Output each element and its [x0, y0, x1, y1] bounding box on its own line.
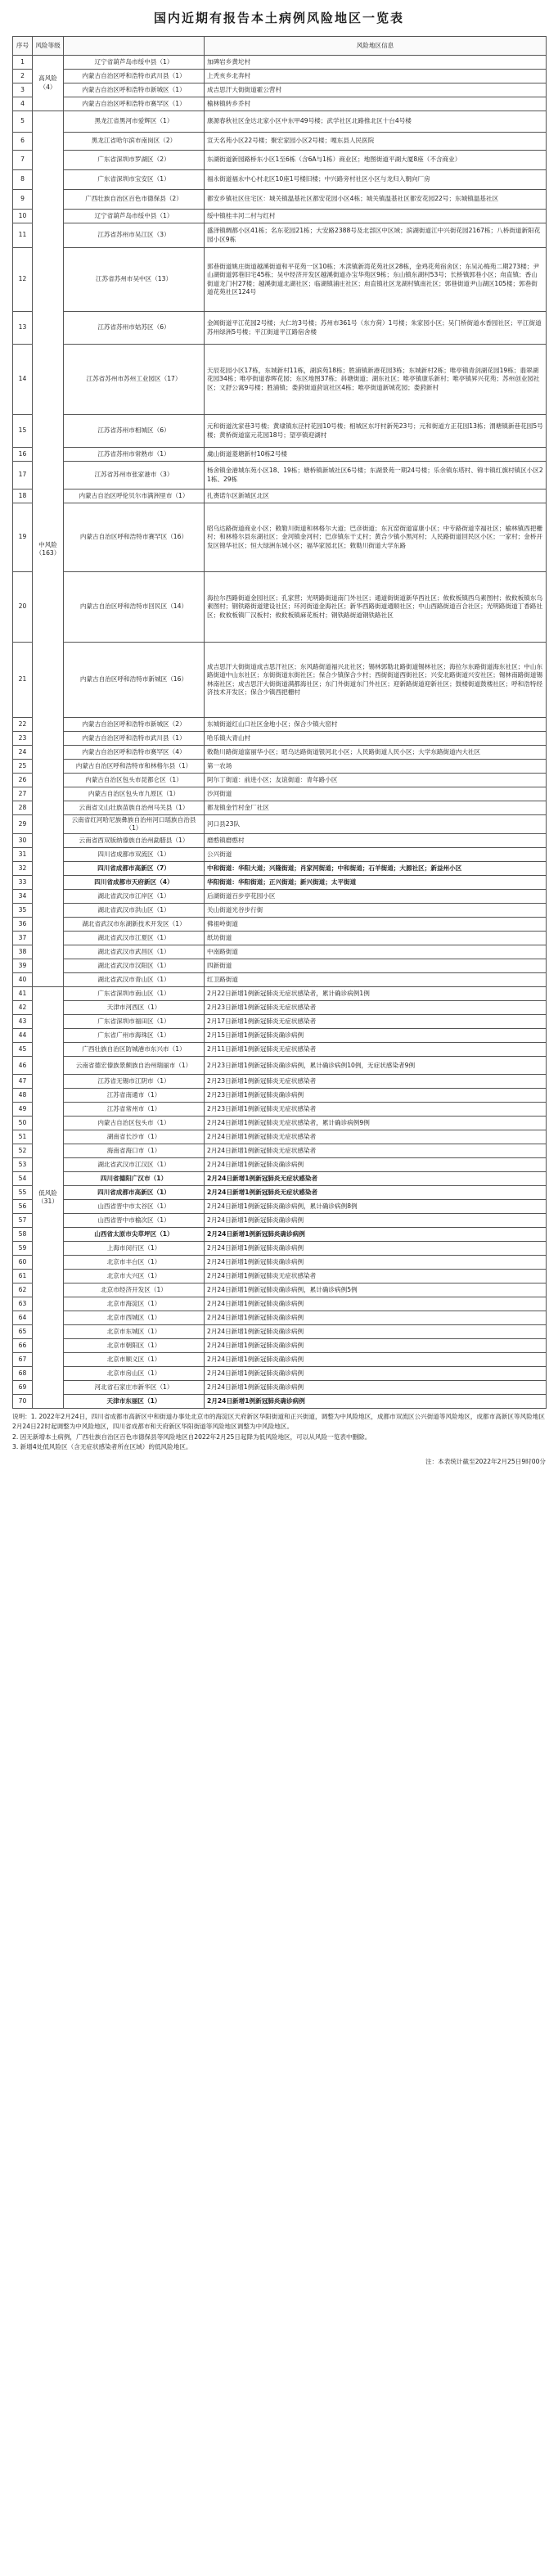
row-number: 50 — [13, 1117, 33, 1130]
row-number: 23 — [13, 732, 33, 746]
row-number: 36 — [13, 918, 33, 932]
row-region: 湖南省长沙市（1） — [64, 1130, 205, 1144]
row-number: 39 — [13, 959, 33, 973]
row-region: 江苏省常州市（1） — [64, 1103, 205, 1117]
table-row — [13, 248, 547, 312]
row-region: 广东省广州市海珠区（1） — [64, 1029, 205, 1043]
table-row — [13, 170, 547, 190]
table-row — [13, 890, 547, 904]
row-region: 内蒙古自治区呼和浩特市新城区（1） — [64, 83, 205, 97]
row-number: 10 — [13, 210, 33, 223]
table-row — [13, 1089, 547, 1103]
row-number: 7 — [13, 151, 33, 170]
row-region: 北京市顺义区（1） — [64, 1353, 205, 1367]
row-info: 2月17日新增1例新冠肺炎无症状感染者 — [205, 1015, 547, 1029]
row-info: 康源春秋社区金达北家小区中东甲49号楼；武学社区北路推北区十台4号楼 — [205, 111, 547, 133]
row-number: 16 — [13, 448, 33, 462]
table-row — [13, 718, 547, 732]
table-row — [13, 1130, 547, 1144]
table-row — [13, 959, 547, 973]
header-level: 风险等级 — [33, 37, 64, 56]
row-info: 宣天名苑小区22号楼；聚宏家园小区2号楼；嘎东县人民医院 — [205, 133, 547, 151]
row-region: 湖北省武汉市洪山区（1） — [64, 904, 205, 918]
table-row — [13, 133, 547, 151]
table-row — [13, 643, 547, 718]
row-info: 阿尔丁街道：前进小区；友谊街道：青年路小区 — [205, 774, 547, 787]
table-row — [13, 848, 547, 862]
row-info: 2月24日新增1例新冠肺炎无症状感染者 — [205, 1270, 547, 1283]
row-number: 20 — [13, 572, 33, 643]
row-number: 49 — [13, 1103, 33, 1117]
row-number: 59 — [13, 1242, 33, 1256]
row-number: 40 — [13, 973, 33, 987]
row-info: 2月24日新增1例新冠肺炎确诊病例 — [205, 1256, 547, 1270]
row-region: 河北省石家庄市新华区（1） — [64, 1381, 205, 1395]
row-region: 江苏省苏州市吴江区（3） — [64, 223, 205, 248]
note-2: 2. 因无新增本土病例，广西壮族自治区百色市德保县等风险地区自2022年2月25日起降为低风险地区，可以从风险一览表中删除。 — [12, 1432, 371, 1441]
row-number: 31 — [13, 848, 33, 862]
row-number: 25 — [13, 760, 33, 774]
table-row — [13, 97, 547, 111]
table-row — [13, 834, 547, 848]
header-region — [64, 37, 205, 56]
row-info: 昭乌达路街道商业小区；敕勒川街道和林格尔大道；巴彦街道；东瓦窑街道富康小区；中专路街道幸福社区；榆林镇西把栅村；和林格尔县东湖社区；金河镇金河村；巴彦镇东干丈村；黄合少镇小黑河村；人民路街道回民区小区；一家村；金桥开发区锦华社区；恒大绿洲东城小区；福华家园北区；敕勒川街道大学东路 — [205, 503, 547, 572]
row-number: 8 — [13, 170, 33, 190]
row-number: 1 — [13, 56, 33, 70]
row-number: 52 — [13, 1144, 33, 1158]
row-region: 内蒙古自治区呼和浩特市新城区（16） — [64, 643, 205, 718]
row-info: 磨憨镇磨憨村 — [205, 834, 547, 848]
table-row — [13, 973, 547, 987]
row-region: 天津市河西区（1） — [64, 1001, 205, 1015]
row-region: 北京市西城区（1） — [64, 1311, 205, 1325]
row-number: 12 — [13, 248, 33, 312]
table-row — [13, 1353, 547, 1367]
row-number: 5 — [13, 111, 33, 133]
row-region: 内蒙古自治区呼和浩特市赛罕区（1） — [64, 97, 205, 111]
row-info: 2月23日新增1例新冠肺炎确诊病例，累计确诊病例10例，无症状感染者9例 — [205, 1057, 547, 1075]
table-row — [13, 415, 547, 448]
row-region: 四川省德阳广汉市（1） — [64, 1172, 205, 1186]
row-info: 2月24日新增1例新冠肺炎确诊病例 — [205, 1353, 547, 1367]
row-region: 辽宁省葫芦岛市绥中县（1） — [64, 56, 205, 70]
table-row — [13, 489, 547, 503]
row-info: 敕勒川路街道富丽华小区；昭乌达路街道银河北小区；人民路街道人民小区；大学东路街道内大社区 — [205, 746, 547, 760]
table-row — [13, 1297, 547, 1311]
row-region: 黑龙江省黑河市爱辉区（1） — [64, 111, 205, 133]
row-region: 江苏省苏州市常熟市（1） — [64, 448, 205, 462]
table-row — [13, 1029, 547, 1043]
row-region: 内蒙古自治区呼和浩特市和林格尔县（1） — [64, 760, 205, 774]
table-row — [13, 503, 547, 572]
row-number: 41 — [13, 987, 33, 1001]
table-row — [13, 223, 547, 248]
row-number: 65 — [13, 1325, 33, 1339]
row-number: 6 — [13, 133, 33, 151]
table-row — [13, 862, 547, 876]
row-number: 17 — [13, 462, 33, 489]
risk-area-table — [12, 36, 547, 1409]
row-info: 四新街道 — [205, 959, 547, 973]
row-number: 64 — [13, 1311, 33, 1325]
row-region: 广东省深圳市罗湖区（2） — [64, 151, 205, 170]
row-region: 江苏省苏州市张家港市（3） — [64, 462, 205, 489]
row-region: 江苏省苏州市相城区（6） — [64, 415, 205, 448]
row-region: 内蒙古自治区呼和浩特市回民区（14） — [64, 572, 205, 643]
row-number: 18 — [13, 489, 33, 503]
row-info: 成吉思汗大街街道霍公营村 — [205, 83, 547, 97]
row-number: 47 — [13, 1075, 33, 1089]
row-region: 广西壮族自治区防城港市东兴市（1） — [64, 1043, 205, 1057]
table-row — [13, 1043, 547, 1057]
risk-level-low: 低风险（31） — [33, 987, 64, 1409]
table-row — [13, 1367, 547, 1381]
row-region: 湖北省武汉市江汉区（1） — [64, 1158, 205, 1172]
row-region: 湖北省武汉市武昌区（1） — [64, 945, 205, 959]
table-row — [13, 56, 547, 70]
table-row — [13, 904, 547, 918]
table-row — [13, 1339, 547, 1353]
table-row — [13, 1325, 547, 1339]
row-region: 江苏省南通市（1） — [64, 1089, 205, 1103]
row-info: 杨舍镇金港城东苑小区18、19栋；塘桥镇新城社区6号楼；东湖景苑一期24号楼；乐余镇东塔村、锦丰镇红旗村镇区小区21栋、29栋 — [205, 462, 547, 489]
row-info: 2月24日新增1例新冠肺炎确诊病例 — [205, 1325, 547, 1339]
row-region: 江苏省苏州市吴中区（13） — [64, 248, 205, 312]
row-info: 加碑岩乡黄坨村 — [205, 56, 547, 70]
row-number: 43 — [13, 1015, 33, 1029]
table-row — [13, 1015, 547, 1029]
row-number: 68 — [13, 1367, 33, 1381]
row-info: 2月24日新增1例新冠肺炎确诊病例 — [205, 1395, 547, 1409]
row-info: 盛泽镇绸都小区41栋；名东花园21栋；大安路2388号及北部区中区域；滨湖街道江中兴街花园2167栋；八桥街道新阳花园小区9栋 — [205, 223, 547, 248]
row-info: 虞山街道菱塘新村10栋2号楼 — [205, 448, 547, 462]
row-region: 云南省红河哈尼族彝族自治州河口瑶族自治县（1） — [64, 815, 205, 834]
row-number: 42 — [13, 1001, 33, 1015]
row-info: 后湖街道百步亭花园小区 — [205, 890, 547, 904]
row-info: 中南路街道 — [205, 945, 547, 959]
row-info: 华阳街道：华阳街道；正兴街道；新兴街道；太平街道 — [205, 876, 547, 890]
row-info: 2月23日新增1例新冠肺炎无症状感染者 — [205, 1075, 547, 1089]
row-info: 都龙镇金竹村金厂社区 — [205, 801, 547, 815]
row-region: 北京市丰台区（1） — [64, 1256, 205, 1270]
row-number: 24 — [13, 746, 33, 760]
table-row — [13, 1186, 547, 1200]
row-number: 63 — [13, 1297, 33, 1311]
row-info: 公兴街道 — [205, 848, 547, 862]
row-number: 55 — [13, 1186, 33, 1200]
row-region: 湖北省武汉市江岸区（1） — [64, 890, 205, 904]
row-info: 东城街道红山口社区金地小区；保合少镇大窑村 — [205, 718, 547, 732]
row-info: 2月24日新增1例新冠肺炎确诊病例，累计确诊病例5例 — [205, 1283, 547, 1297]
row-info: 榆林镇转乡乔村 — [205, 97, 547, 111]
row-number: 14 — [13, 345, 33, 415]
table-row — [13, 1270, 547, 1283]
row-number: 26 — [13, 774, 33, 787]
row-info: 东湖街道新园路桥东小区1至6栋（含6A与1栋）商业区；地图街道平湖大厦8座（不含商业） — [205, 151, 547, 170]
row-info: 都安乡镇社区住宅区：城关镇温基社区都安花园小区4栋；城关镇温基社区都安花园22号；东城镇温基社区 — [205, 190, 547, 210]
table-row — [13, 1057, 547, 1075]
table-row — [13, 1381, 547, 1395]
row-region: 内蒙古自治区呼伦贝尔市满洲里市（1） — [64, 489, 205, 503]
row-region: 内蒙古自治区包头市昆都仑区（1） — [64, 774, 205, 787]
row-number: 37 — [13, 932, 33, 945]
row-region: 上海市闵行区（1） — [64, 1242, 205, 1256]
header-info: 风险地区信息 — [205, 37, 547, 56]
row-region: 湖北省武汉市青山区（1） — [64, 973, 205, 987]
row-region: 山西省晋中市太谷区（1） — [64, 1200, 205, 1214]
row-info: 2月24日新增1例新冠肺炎确诊病例 — [205, 1214, 547, 1228]
row-info: 2月23日新增1例新冠肺炎无症状感染者 — [205, 1001, 547, 1015]
row-number: 44 — [13, 1029, 33, 1043]
row-region: 内蒙古自治区呼和浩特市赛罕区（4） — [64, 746, 205, 760]
row-number: 19 — [13, 503, 33, 572]
row-info: 红卫路街道 — [205, 973, 547, 987]
row-info: 2月24日新增1例新冠肺炎确诊病例 — [205, 1158, 547, 1172]
row-info: 哈乐镇大青山村 — [205, 732, 547, 746]
header-no: 序号 — [13, 37, 33, 56]
table-row — [13, 1117, 547, 1130]
table-row — [13, 732, 547, 746]
row-info: 2月24日新增1例新冠肺炎无症状感染者 — [205, 1130, 547, 1144]
row-region: 北京市海淀区（1） — [64, 1297, 205, 1311]
row-number: 62 — [13, 1283, 33, 1297]
row-region: 湖北省武汉市江夏区（1） — [64, 932, 205, 945]
row-region: 广东省深圳市福田区（1） — [64, 1015, 205, 1029]
table-row — [13, 572, 547, 643]
row-info: 2月24日新增1例新冠肺炎确诊病例 — [205, 1339, 547, 1353]
table-row — [13, 1395, 547, 1409]
row-region: 北京市大兴区（1） — [64, 1270, 205, 1283]
row-number: 69 — [13, 1381, 33, 1395]
row-number: 46 — [13, 1057, 33, 1075]
table-row — [13, 1283, 547, 1297]
row-info: 元和街道沈家巷3号楼；黄埭镇东泾村花园10号楼；相城区东圩村新苑23号；元和街道方正花园13栋；渭塘镇新巷花园5号楼；黄桥街道富元花园18号；望亭镇迎湖村 — [205, 415, 547, 448]
row-number: 9 — [13, 190, 33, 210]
table-row — [13, 932, 547, 945]
row-region: 广东省深圳市宝安区（1） — [64, 170, 205, 190]
row-number: 11 — [13, 223, 33, 248]
row-info: 2月24日新增1例新冠肺炎确诊病例 — [205, 1228, 547, 1242]
table-row — [13, 1256, 547, 1270]
table-row — [13, 1001, 547, 1015]
table-row — [13, 151, 547, 170]
row-info: 2月24日新增1例新冠肺炎无症状感染者 — [205, 1172, 547, 1186]
row-info: 福永街道福永中心村北区10座1号楼旧楼；中兴路旁村社区小区与龙归入朝向厂房 — [205, 170, 547, 190]
notes — [12, 1412, 546, 1452]
row-region: 云南省文山壮族苗族自治州马关县（1） — [64, 801, 205, 815]
table-row — [13, 190, 547, 210]
table-row — [13, 1075, 547, 1089]
row-number: 2 — [13, 70, 33, 83]
row-region: 山西省晋中市榆次区（1） — [64, 1214, 205, 1228]
risk-level-high: 高风险（4） — [33, 56, 64, 111]
row-region: 广东省深圳市南山区（1） — [64, 987, 205, 1001]
risk-level-mid: 中风险（163） — [33, 111, 64, 987]
row-info: 2月23日新增1例新冠肺炎确诊病例 — [205, 1089, 547, 1103]
row-region: 内蒙古自治区呼和浩特市武川县（1） — [64, 732, 205, 746]
table-row — [13, 815, 547, 834]
table-header-row — [13, 37, 547, 56]
row-info: 纸坊街道 — [205, 932, 547, 945]
row-info: 第一农场 — [205, 760, 547, 774]
row-info: 中和街道：华阳大道；兴隆街道；肖家河街道；中和街道；石羊街道；大源社区；新益州小区 — [205, 862, 547, 876]
row-number: 56 — [13, 1200, 33, 1214]
table-row — [13, 462, 547, 489]
row-number: 22 — [13, 718, 33, 732]
row-number: 35 — [13, 904, 33, 918]
table-row — [13, 801, 547, 815]
row-number: 3 — [13, 83, 33, 97]
row-number: 30 — [13, 834, 33, 848]
row-region: 内蒙古自治区呼和浩特市赛罕区（16） — [64, 503, 205, 572]
note-1: 说明：1. 2022年2月24日，四川省成都市高新区中和街道办事处北京市的海淀区天府新区华阳街道和正兴街道，调整为中风险地区，成都市双流区公兴街道等风险地区，成都市高新区等风险地区2月24日22时起调整为中风险地区，四川省成都市和天府新区华阳街道等风险地区调整为中风险地区。 — [12, 1413, 545, 1430]
row-region: 黑龙江省哈尔滨市南岗区（2） — [64, 133, 205, 151]
row-region: 云南省德宏傣族景颇族自治州瑞丽市（1） — [64, 1057, 205, 1075]
row-region: 广西壮族自治区百色市德保县（2） — [64, 190, 205, 210]
row-info: 2月24日新增1例新冠肺炎确诊病例 — [205, 1297, 547, 1311]
row-region: 辽宁省葫芦岛市绥中县（1） — [64, 210, 205, 223]
row-info: 金阊街道平江花园2号楼；大仁坊3号楼；苏州市361号（东方荷）1号楼；朱家园小区；吴门桥街道水香园社区；平江街道苏州绿洲5号楼；平江街道平江路宿舍楼 — [205, 312, 547, 345]
row-info: 郭巷街道姚庄街道越溪街道和平花苑一区10栋；木渎镇新湾花苑社区28栋，金鸡花苑宿舍区；东吴沁梅苑二期273楼；尹山湖街道郭巷旧宅45栋；吴中经济开发区越溪街道办宝华苑区9栋；东山镇东湖村53号；长桥镇郭巷小区；甪直镇；香山街道龙门村27楼；越溪街道北湖社区；临湖镇浦庄社区；甪直镇社区龙湖村镇南社区；郭巷街道尹山湖区105楼；郭巷街道花苑社区124号 — [205, 248, 547, 312]
row-number: 61 — [13, 1270, 33, 1283]
row-info: 2月24日新增1例新冠肺炎无症状感染者 — [205, 1144, 547, 1158]
table-row — [13, 1242, 547, 1256]
table-row — [13, 1214, 547, 1228]
table-row — [13, 987, 547, 1001]
row-info: 2月24日新增1例新冠肺炎确诊病例 — [205, 1242, 547, 1256]
row-info: 沙河街道 — [205, 787, 547, 801]
row-region: 北京市经济开发区（1） — [64, 1283, 205, 1297]
row-info: 2月11日新增1例新冠肺炎无症状感染者 — [205, 1043, 547, 1057]
row-region: 四川省成都市高新区（7） — [64, 862, 205, 876]
footer-note: 注：本表统计截至2022年2月25日9时00分 — [425, 1458, 546, 1466]
row-region: 北京市朝阳区（1） — [64, 1339, 205, 1353]
row-region: 内蒙古自治区包头市（1） — [64, 1117, 205, 1130]
row-number: 66 — [13, 1339, 33, 1353]
row-region: 湖北省武汉市东湖新技术开发区（1） — [64, 918, 205, 932]
table-row — [13, 760, 547, 774]
table-row — [13, 746, 547, 760]
row-region: 江苏省无锡市江阴市（1） — [64, 1075, 205, 1089]
row-number: 57 — [13, 1214, 33, 1228]
row-region: 海南省海口市（1） — [64, 1144, 205, 1158]
row-number: 67 — [13, 1353, 33, 1367]
row-number: 60 — [13, 1256, 33, 1270]
row-info: 2月22日新增1例新冠肺炎无症状感染者，累计确诊病例1例 — [205, 987, 547, 1001]
table-row — [13, 1144, 547, 1158]
row-region: 江苏省苏州市姑苏区（6） — [64, 312, 205, 345]
row-info: 天辰花园小区17栋，东城新村11栋，湖滨苑18栋；胜浦镇新港花园3栋；东城新村2栋；唯亭镇青剑湖花园19栋；翡翠湖花园34栋；唯亭街道春晖花园；东区地图37栋；斜塘街道；湖东社区；唯亭镇康乐新村；唯亭镇昇兴花苑；苏州创业园社区；文舒公寓9号楼；胜浦镇；娄葑街道葑谊社区4栋；唯亭街道新城花园；娄葑新村 — [205, 345, 547, 415]
row-info: 上秃亥乡北奔村 — [205, 70, 547, 83]
row-info: 河口县23队 — [205, 815, 547, 834]
row-region: 内蒙古自治区呼和浩特市武川县（1） — [64, 70, 205, 83]
page-title: 国内近期有报告本土病例风险地区一览表 — [153, 11, 404, 25]
row-info: 2月24日新增1例新冠肺炎无症状感染者 — [205, 1186, 547, 1200]
row-region: 北京市房山区（1） — [64, 1367, 205, 1381]
table-row — [13, 312, 547, 345]
row-region: 湖北省武汉市汉阳区（1） — [64, 959, 205, 973]
row-region: 云南省西双版纳傣族自治州勐腊县（1） — [64, 834, 205, 848]
table-row — [13, 787, 547, 801]
table-row — [13, 774, 547, 787]
table-row — [13, 1311, 547, 1325]
table-row — [13, 945, 547, 959]
row-number: 58 — [13, 1228, 33, 1242]
row-region: 北京市东城区（1） — [64, 1325, 205, 1339]
row-info: 绥中镇桂丰河二村与红村 — [205, 210, 547, 223]
row-number: 38 — [13, 945, 33, 959]
row-number: 54 — [13, 1172, 33, 1186]
row-number: 21 — [13, 643, 33, 718]
row-number: 45 — [13, 1043, 33, 1057]
row-number: 51 — [13, 1130, 33, 1144]
table-row — [13, 345, 547, 415]
row-info: 成吉思汗大街街道成吉思汗社区；东风路街道福兴北社区；锡林郭勒北路街道锡林社区；海拉尔东路街道海东社区；中山东路街道中山东社区；东街街道东街社区；保合少镇保合少村；西街街道西街社区；兴安北路街道兴安社区；锡林南路街道锡林南社区；成吉思汗大街街道满都海社区；东门外街道东门外社区；迎新路街道迎新社区；鼓楼街道鼓楼社区；呼和浩特经济技术开发区；保合少镇西把栅村 — [205, 643, 547, 718]
row-number: 32 — [13, 862, 33, 876]
row-region: 内蒙古自治区呼和浩特市新城区（2） — [64, 718, 205, 732]
table-row — [13, 1228, 547, 1242]
row-info: 2月15日新增1例新冠肺炎确诊病例 — [205, 1029, 547, 1043]
row-info: 2月24日新增1例新冠肺炎确诊病例 — [205, 1381, 547, 1395]
row-number: 34 — [13, 890, 33, 904]
row-number: 15 — [13, 415, 33, 448]
row-number: 29 — [13, 815, 33, 834]
row-info: 2月24日新增1例新冠肺炎无症状感染者，累计确诊病例9例 — [205, 1117, 547, 1130]
table-row — [13, 1200, 547, 1214]
row-region: 四川省成都市双流区（1） — [64, 848, 205, 862]
table-row — [13, 918, 547, 932]
row-region: 山西省太原市尖草坪区（1） — [64, 1228, 205, 1242]
row-number: 53 — [13, 1158, 33, 1172]
table-row — [13, 83, 547, 97]
table-row — [13, 1172, 547, 1186]
row-number: 27 — [13, 787, 33, 801]
row-number: 70 — [13, 1395, 33, 1409]
table-row — [13, 70, 547, 83]
row-region: 四川省成都市天府新区（4） — [64, 876, 205, 890]
row-info: 扎赉诺尔区新城区北区 — [205, 489, 547, 503]
table-row — [13, 876, 547, 890]
row-info: 2月23日新增1例新冠肺炎无症状感染者 — [205, 1103, 547, 1117]
row-region: 江苏省苏州市苏州工业园区（17） — [64, 345, 205, 415]
row-number: 13 — [13, 312, 33, 345]
row-number: 28 — [13, 801, 33, 815]
table-row — [13, 111, 547, 133]
row-info: 佛祖岭街道 — [205, 918, 547, 932]
table-body — [13, 56, 547, 1409]
note-3: 3. 新增4处低风险区（含无症状感染者所在区域）的低风险地区。 — [12, 1443, 192, 1451]
row-info: 2月24日新增1例新冠肺炎确诊病例 — [205, 1311, 547, 1325]
table-row — [13, 210, 547, 223]
table-row — [13, 1103, 547, 1117]
row-info: 2月24日新增1例新冠肺炎确诊病例 — [205, 1367, 547, 1381]
row-info: 2月24日新增1例新冠肺炎确诊病例，累计确诊病例8例 — [205, 1200, 547, 1214]
row-region: 天津市东丽区（1） — [64, 1395, 205, 1409]
row-number: 4 — [13, 97, 33, 111]
row-info: 海拉尔西路街道金园社区；孔家营；光明路街道南门外社区；通道街街道新华西社区；攸攸板镇西乌素图村；攸攸板镇东乌素图村；钢铁路街道建设社区；环河街道金海社区；新华西路街道通顺社区；中山西路街道百合社区；光明路街道丁香路社区；攸攸板镇厂汉板村；攸攸板镇麻花板村；钢铁路街道钢铁路社区 — [205, 572, 547, 643]
row-region: 内蒙古自治区包头市九原区（1） — [64, 787, 205, 801]
row-region: 四川省成都市高新区（1） — [64, 1186, 205, 1200]
table-row — [13, 1158, 547, 1172]
table-row — [13, 448, 547, 462]
row-number: 33 — [13, 876, 33, 890]
row-info: 关山街道光谷步行街 — [205, 904, 547, 918]
row-number: 48 — [13, 1089, 33, 1103]
